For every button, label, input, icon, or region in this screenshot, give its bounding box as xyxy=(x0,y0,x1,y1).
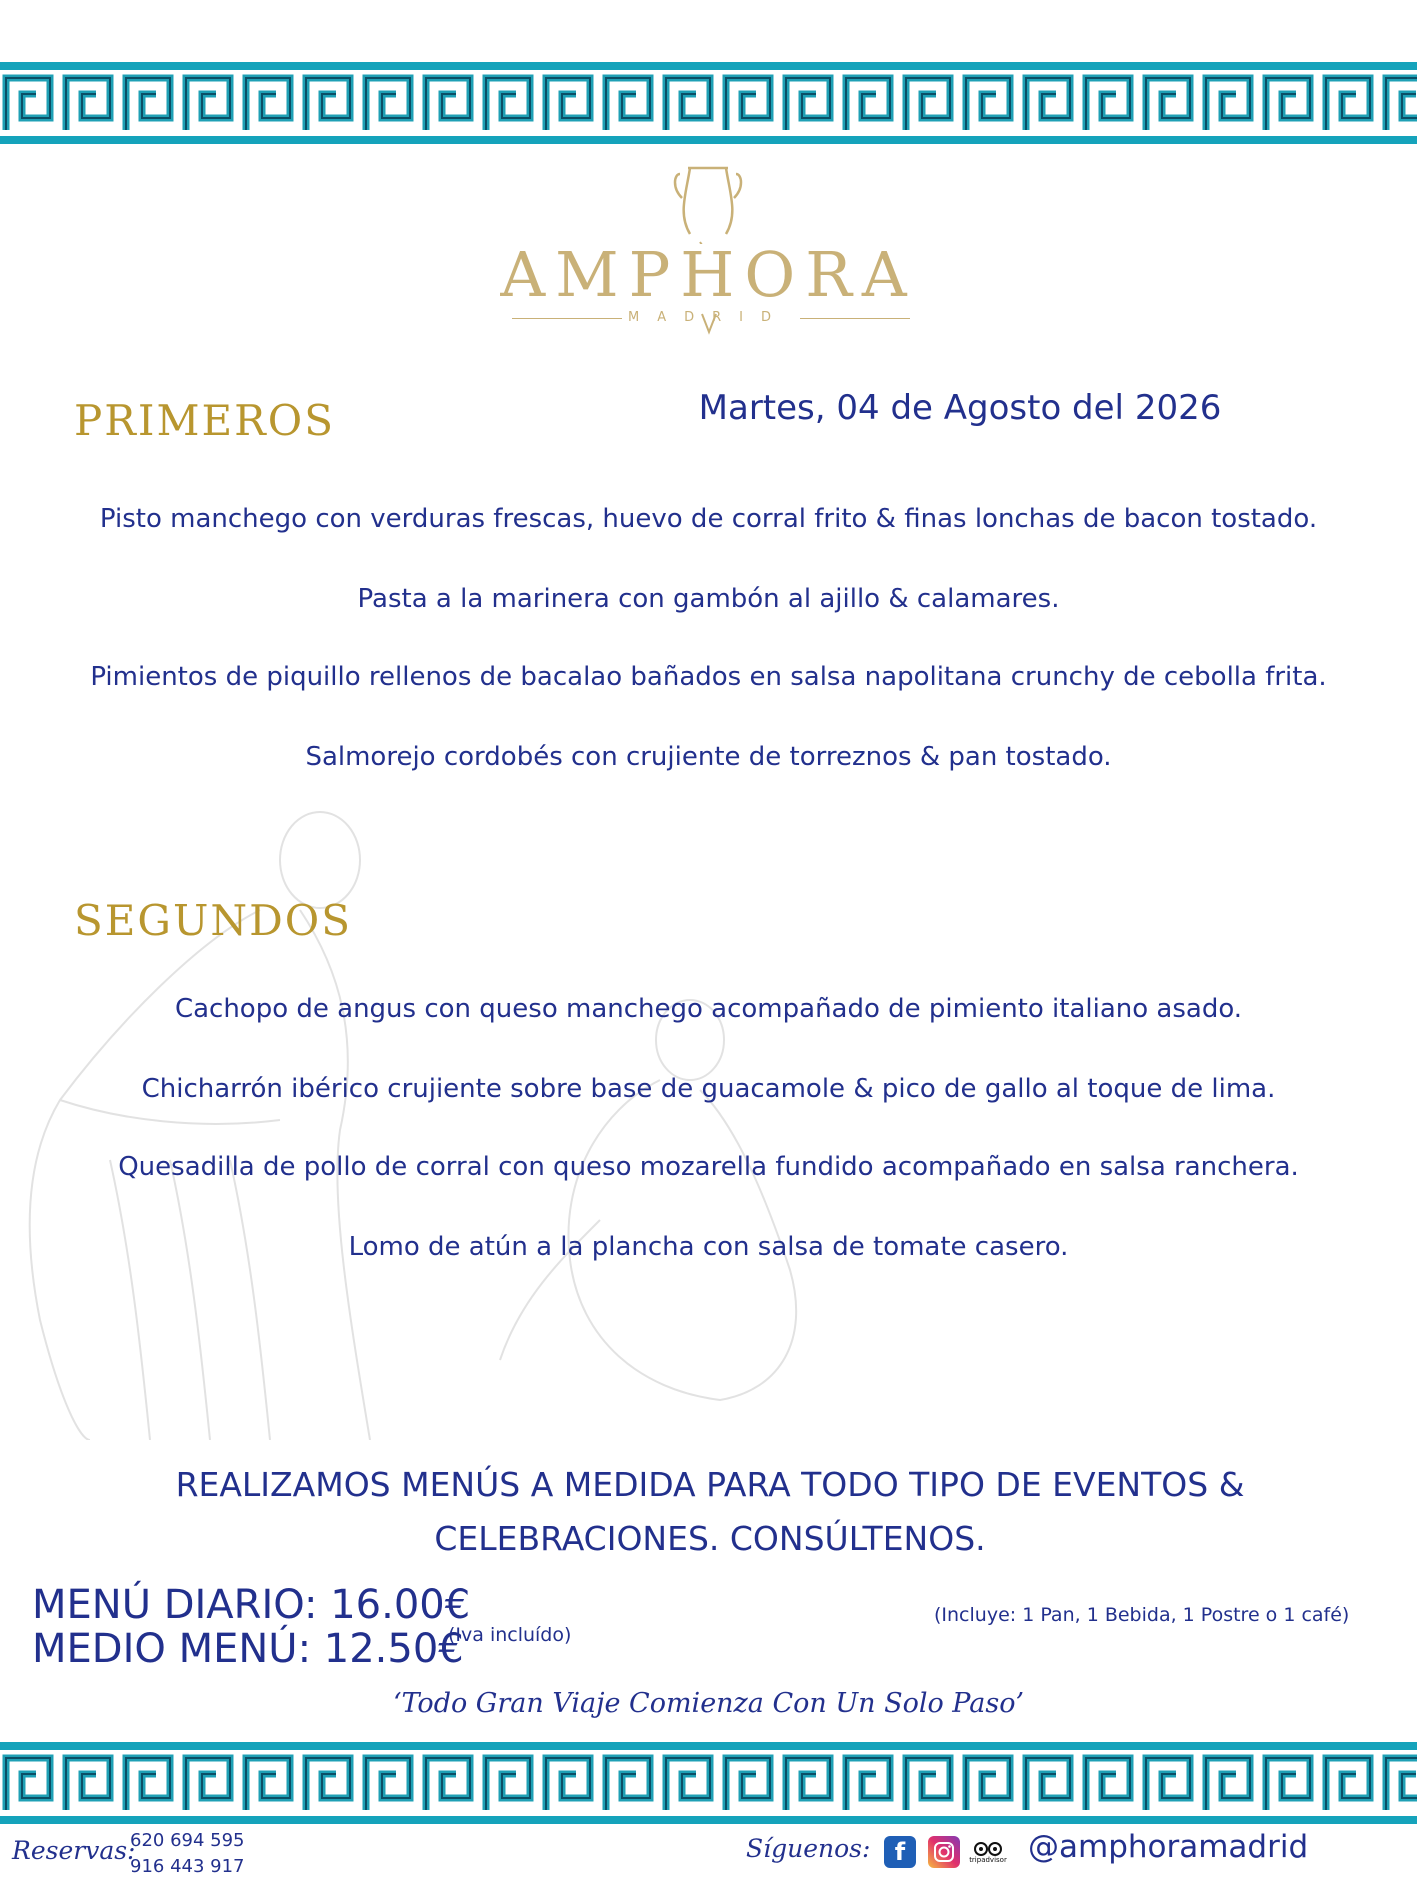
amphora-logo xyxy=(0,160,1417,350)
primeros-dish-4: Salmorejo cordobés con crujiente de torreznos & pan tostado. xyxy=(305,742,1112,772)
events-line-1: REALIZAMOS MENÚS A MEDIDA PARA TODO TIPO DE EVENTOS & xyxy=(175,1465,1245,1504)
logo-wordmark: AMPHORA xyxy=(500,238,917,311)
logo-subtitle: MADRID xyxy=(628,310,789,325)
tripadvisor-icon[interactable] xyxy=(969,1836,1007,1868)
events-line-2: CELEBRACIONES. CONSÚLTENOS. xyxy=(434,1519,986,1558)
reservas-label: Reservas: xyxy=(12,1836,136,1865)
iva-note: (Iva incluído) xyxy=(448,1624,572,1646)
primeros-dish-1: Pisto manchego con verduras frescas, huevo de corral frito & finas lonchas de bacon tostado. xyxy=(99,504,1318,534)
primeros-heading: PRIMEROS xyxy=(74,396,335,445)
segundos-heading: SEGUNDOS xyxy=(74,896,353,945)
daily-menu-price: MENÚ DIARIO: 16.00€ xyxy=(32,1582,471,1628)
includes-note: (Incluye: 1 Pan, 1 Bebida, 1 Postre o 1 café) xyxy=(934,1604,1350,1626)
menu-date: Martes, 04 de Agosto del 2026 xyxy=(698,388,1222,428)
facebook-icon[interactable]: f xyxy=(884,1836,916,1868)
events-notice xyxy=(120,1458,1300,1566)
segundos-dish-2: Chicharrón ibérico crujiente sobre base de guacamole & pico de gallo al toque de lima. xyxy=(141,1074,1276,1104)
half-menu-price: MEDIO MENÚ: 12.50€ xyxy=(32,1626,464,1672)
logo-rule-right xyxy=(800,318,910,319)
tripadvisor-label: tripadvisor xyxy=(969,1856,1007,1864)
primeros-dish-2: Pasta a la marinera con gambón al ajillo & calamares. xyxy=(357,584,1060,614)
phone-2[interactable]: 916 443 917 xyxy=(130,1856,245,1877)
follow-label: Síguenos: xyxy=(746,1834,871,1863)
motto-quote: ‘Todo Gran Viaje Comienza Con Un Solo Paso’ xyxy=(392,1688,1025,1719)
logo-point-icon xyxy=(700,312,718,336)
phone-1[interactable]: 620 694 595 xyxy=(130,1830,245,1851)
bottom-meander-pattern xyxy=(0,1742,1417,1824)
social-handle[interactable]: @amphoramadrid xyxy=(1028,1829,1309,1865)
primeros-dish-3: Pimientos de piquillo rellenos de bacalao bañados en salsa napolitana crunchy de cebolla frita. xyxy=(90,662,1327,692)
segundos-dish-1: Cachopo de angus con queso manchego acompañado de pimiento italiano asado. xyxy=(174,994,1243,1024)
amphora-vase-icon xyxy=(660,164,756,244)
top-meander-pattern xyxy=(0,62,1417,144)
segundos-dish-4: Lomo de atún a la plancha con salsa de tomate casero. xyxy=(348,1232,1069,1262)
instagram-icon[interactable] xyxy=(928,1836,960,1868)
segundos-dish-3: Quesadilla de pollo de corral con queso mozarella fundido acompañado en salsa ranchera. xyxy=(118,1152,1299,1182)
